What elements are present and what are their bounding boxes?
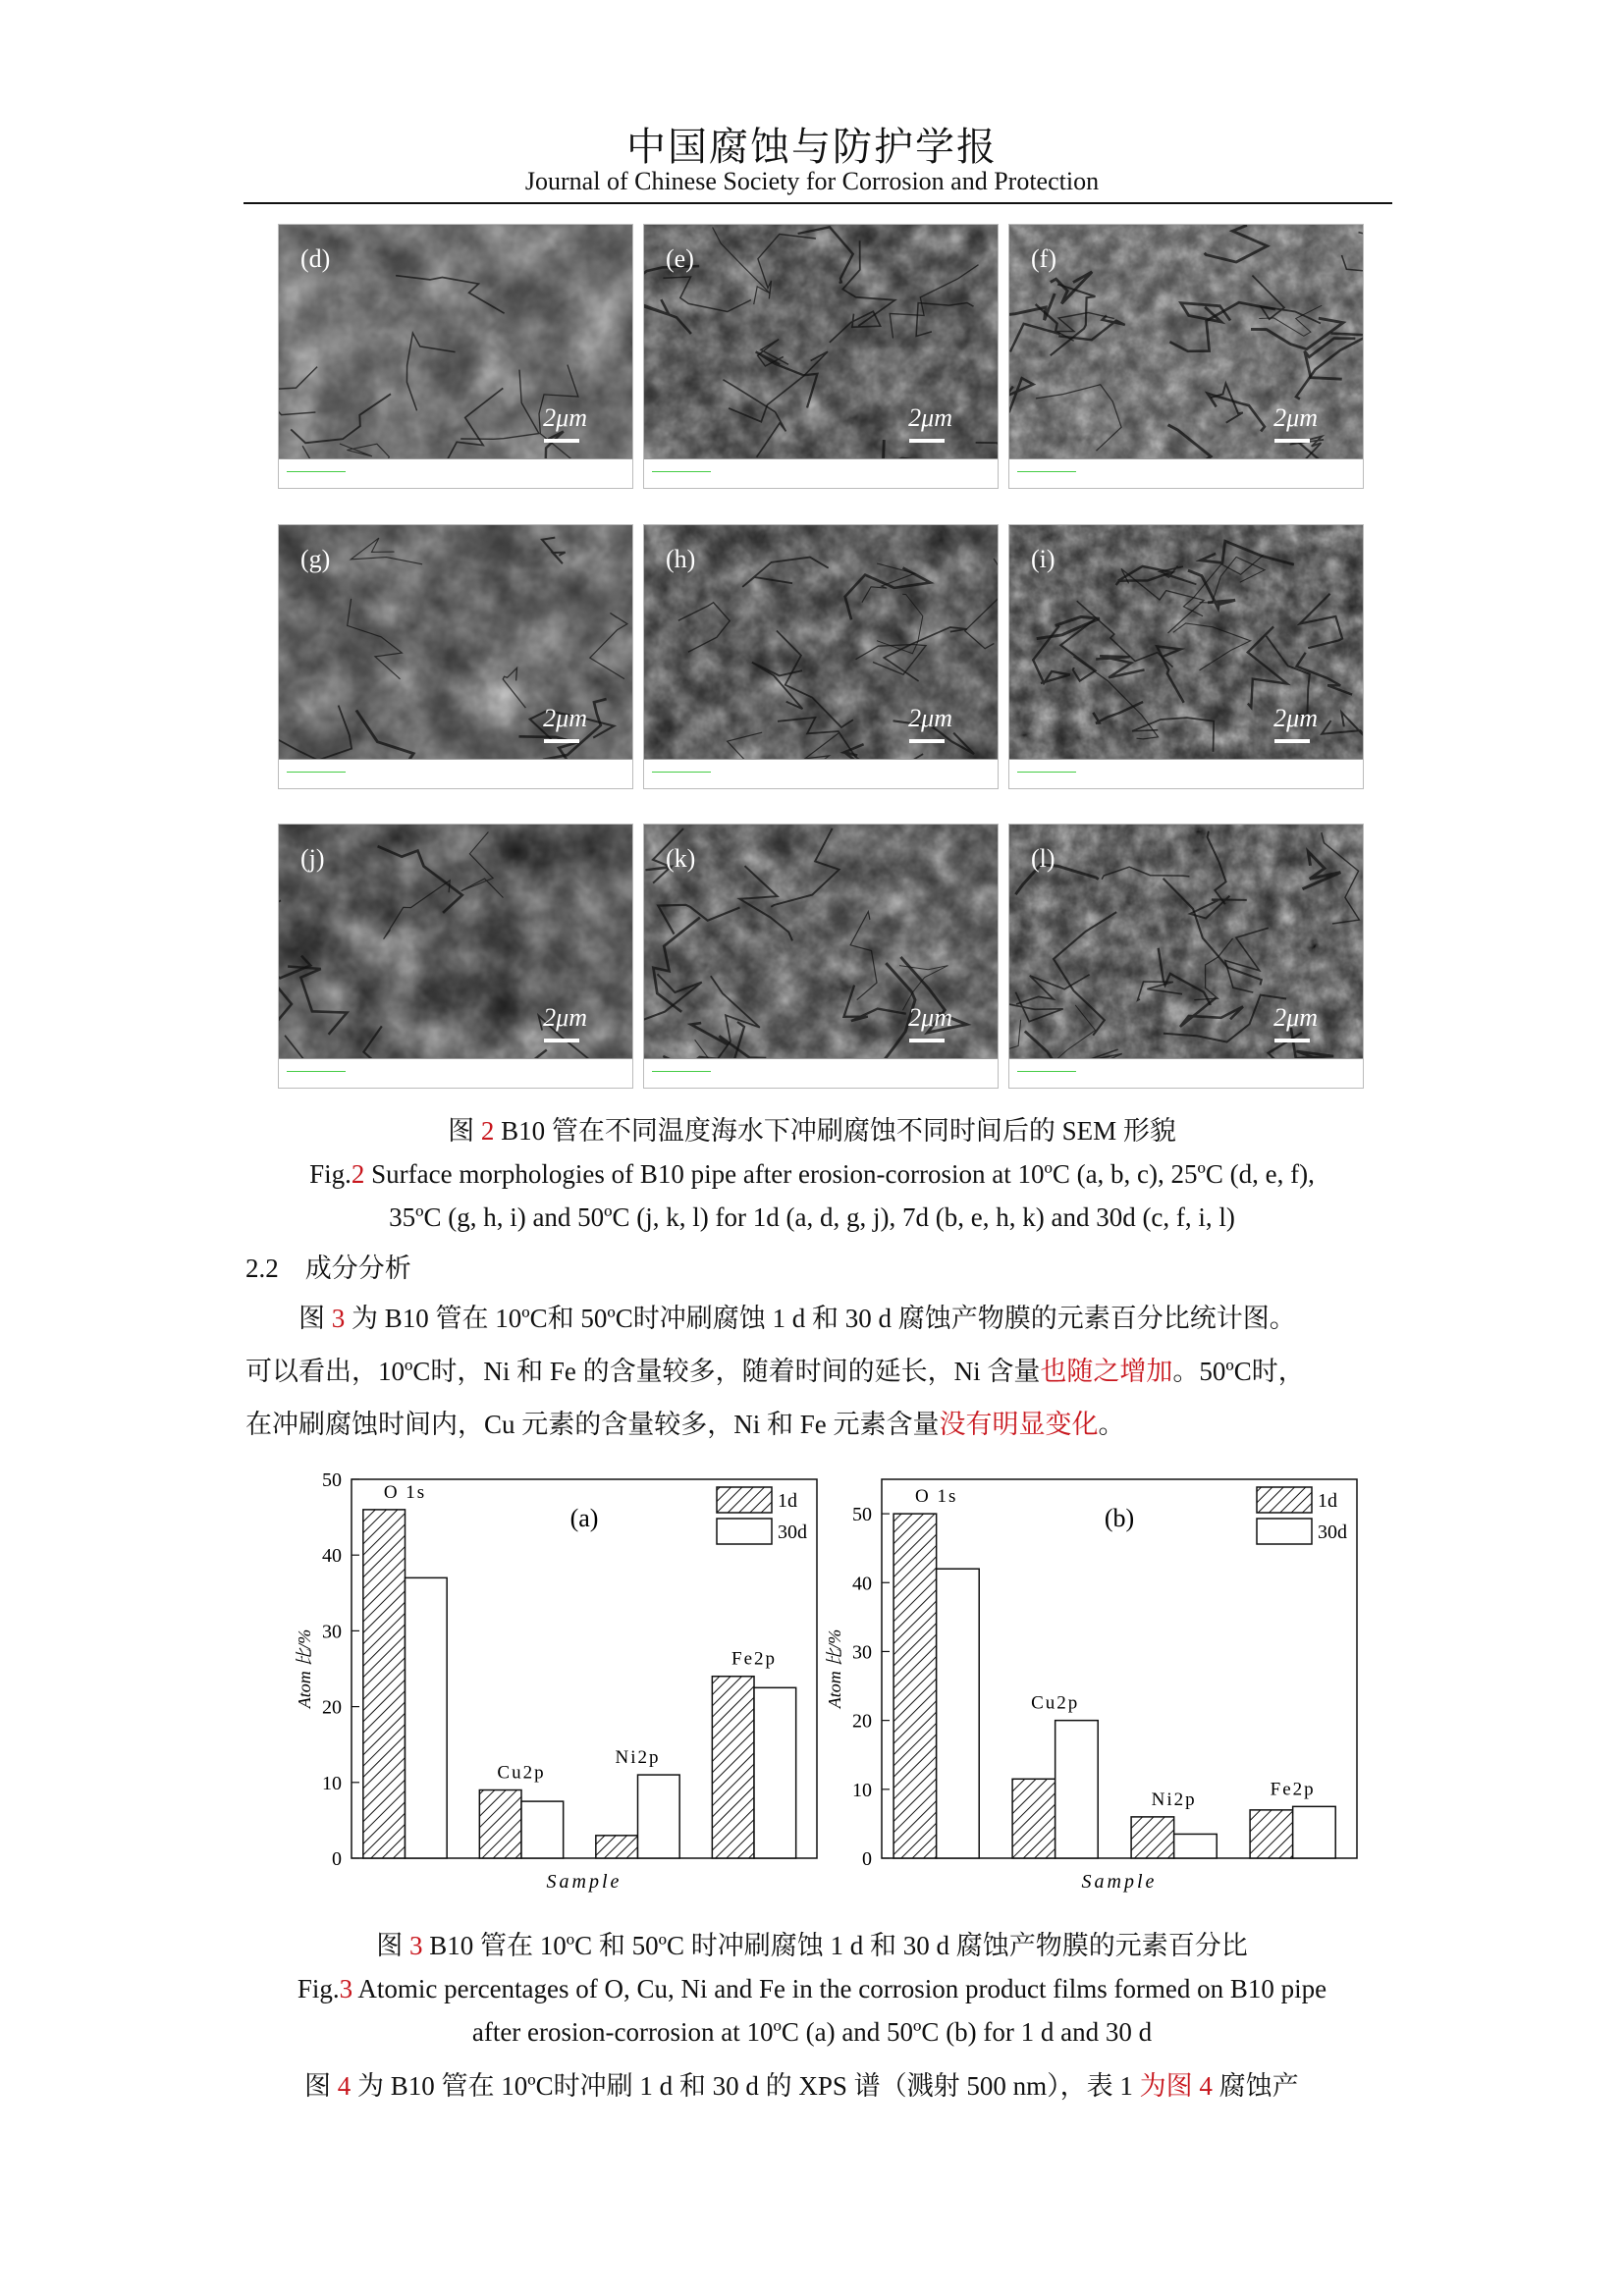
bar-1d-Cu2p — [1012, 1779, 1056, 1858]
section-heading: 2.2 成分分析 — [245, 1254, 411, 1283]
sem-panel — [278, 224, 633, 489]
paragraph-line-2: 可以看出，10ºC时，Ni 和 Fe 的含量较多，随着时间的延长，Ni 含量也随之增加。50ºC时， — [245, 1357, 1305, 1386]
y-tick-label: 10 — [852, 1779, 872, 1801]
scale-bar — [909, 739, 945, 743]
sem-info-bar — [1009, 759, 1363, 789]
journal-title-en: Journal of Chinese Society for Corrosion and Protection — [524, 167, 1100, 195]
category-label: Cu2p — [497, 1762, 546, 1784]
category-label: O 1s — [383, 1481, 427, 1503]
sem-panel — [643, 224, 999, 489]
panel-label: (l) — [1031, 844, 1056, 873]
legend-label: 1d — [1318, 1490, 1337, 1512]
fig2-caption-en-2: 35ºC (g, h, i) and 50ºC (j, k, l) for 1d (a, d, g, j), 7d (b, e, h, k) and 30d (c, f, i, l) — [389, 1202, 1235, 1232]
scale-bar — [544, 1039, 579, 1042]
scale-bar — [909, 439, 945, 443]
y-tick-label: 40 — [852, 1573, 872, 1595]
y-tick-label: 10 — [322, 1772, 342, 1794]
scale-bar — [1274, 439, 1310, 443]
y-tick-label: 30 — [322, 1621, 342, 1643]
scale-bar — [909, 1039, 945, 1042]
paragraph-line-1: 图 3 为 B10 管在 10ºC和 50ºC时冲刷腐蚀 1 d 和 30 d 腐蚀产物膜的元素百分比统计图。 — [298, 1304, 1296, 1333]
sem-info-bar — [279, 1058, 632, 1089]
legend-label: 30d — [778, 1522, 807, 1543]
sem-info-bar — [1009, 1058, 1363, 1089]
panel-label: (d) — [300, 244, 331, 273]
scale-bar — [544, 739, 579, 743]
bar-30d-O1s — [937, 1569, 980, 1858]
y-tick-label: 0 — [332, 1848, 342, 1870]
sem-panel — [1008, 524, 1364, 789]
fig3-caption-cn: 图 3 B10 管在 10ºC 和 50ºC 时冲刷腐蚀 1 d 和 30 d 腐蚀产物膜的元素百分比 — [376, 1931, 1248, 1960]
panel-label: (f) — [1031, 244, 1056, 273]
legend-label: 30d — [1318, 1522, 1347, 1543]
sem-panel — [278, 824, 633, 1089]
sem-info-bar — [644, 1058, 998, 1089]
sem-info-bar — [644, 458, 998, 489]
category-label: Ni2p — [615, 1747, 661, 1769]
paragraph-fig4: 图 4 为 B10 管在 10ºC时冲刷 1 d 和 30 d 的 XPS 谱（溅射 500 nm），表 1 为图 4 腐蚀产 — [304, 2071, 1299, 2101]
bar-30d-Cu2p — [521, 1801, 564, 1858]
legend-swatch-30d — [1257, 1519, 1312, 1544]
bar-1d-Fe2p — [712, 1677, 754, 1858]
panel-label: (j) — [300, 844, 325, 873]
sem-panel — [1008, 824, 1364, 1089]
legend-swatch-1d — [1257, 1487, 1312, 1513]
bar-1d-Fe2p — [1250, 1810, 1293, 1858]
scale-bar-label: 2μm — [908, 1003, 952, 1032]
category-label: Fe2p — [1270, 1779, 1316, 1800]
bar-1d-Cu2p — [479, 1790, 521, 1858]
y-tick-label: 20 — [852, 1710, 872, 1733]
sem-info-bar — [1009, 458, 1363, 489]
scale-bar-label: 2μm — [908, 704, 952, 732]
y-axis-label: Atom 比/% — [295, 1629, 314, 1709]
fig3-caption-en-2: after erosion-corrosion at 10ºC (a) and 50ºC (b) for 1 d and 30 d — [471, 2017, 1153, 2047]
header-rule — [244, 202, 1392, 204]
scale-bar-label: 2μm — [543, 1003, 587, 1032]
scale-bar-label: 2μm — [543, 704, 587, 732]
bar-1d-Ni2p — [1131, 1817, 1174, 1858]
sem-panel — [643, 524, 999, 789]
panel-label: (a) — [569, 1504, 599, 1532]
bar-30d-Ni2p — [1174, 1834, 1218, 1858]
panel-label: (e) — [666, 244, 694, 273]
sem-info-bar — [279, 759, 632, 789]
sem-info-bar — [644, 759, 998, 789]
scale-bar-label: 2μm — [543, 403, 587, 432]
bar-30d-Fe2p — [1293, 1806, 1336, 1858]
panel-label: (g) — [300, 545, 331, 573]
fig2-caption-en-1: Fig.2 Surface morphologies of B10 pipe after erosion-corrosion at 10ºC (a, b, c), 25ºC (d, e, f), — [309, 1159, 1315, 1189]
panel-label: (b) — [1104, 1504, 1135, 1532]
panel-label: (h) — [666, 545, 696, 573]
scale-bar — [544, 439, 579, 443]
bar-1d-Ni2p — [596, 1836, 638, 1858]
fig2-caption-cn: 图 2 B10 管在不同温度海水下冲刷腐蚀不同时间后的 SEM 形貌 — [448, 1116, 1176, 1146]
scale-bar-label: 2μm — [1273, 704, 1318, 732]
x-axis-label: Sample — [546, 1871, 623, 1893]
y-tick-label: 30 — [852, 1641, 872, 1664]
category-label: O 1s — [914, 1486, 958, 1508]
bar-30d-O1s — [406, 1577, 448, 1858]
journal-title-cn: 中国腐蚀与防护学报 — [626, 125, 998, 169]
legend-swatch-1d — [717, 1487, 772, 1513]
y-tick-label: 20 — [322, 1696, 342, 1719]
y-tick-label: 40 — [322, 1545, 342, 1568]
legend-swatch-30d — [717, 1519, 772, 1544]
bar-1d-O1s — [363, 1510, 406, 1858]
fig3-caption-en-1: Fig.3 Atomic percentages of O, Cu, Ni and Fe in the corrosion product films formed on B10 pipe — [297, 1974, 1327, 2003]
scale-bar-label: 2μm — [1273, 1003, 1318, 1032]
sem-info-bar — [279, 458, 632, 489]
y-tick-label: 0 — [862, 1848, 872, 1870]
sem-panel — [1008, 224, 1364, 489]
paragraph-line-3: 在冲刷腐蚀时间内，Cu 元素的含量较多，Ni 和 Fe 元素含量没有明显变化。 — [245, 1410, 1125, 1439]
y-axis-label: Atom 比/% — [825, 1629, 844, 1709]
panel-label: (k) — [666, 844, 696, 873]
scale-bar-label: 2μm — [1273, 403, 1318, 432]
category-label: Cu2p — [1031, 1692, 1080, 1714]
sem-panel — [643, 824, 999, 1089]
scale-bar-label: 2μm — [908, 403, 952, 432]
sem-panel — [278, 524, 633, 789]
y-tick-label: 50 — [852, 1504, 872, 1526]
panel-label: (i) — [1031, 545, 1056, 573]
chart-a — [295, 1468, 835, 1929]
scale-bar — [1274, 739, 1310, 743]
chart-b — [825, 1468, 1375, 1929]
bar-30d-Ni2p — [638, 1775, 680, 1858]
scale-bar — [1274, 1039, 1310, 1042]
x-axis-label: Sample — [1081, 1871, 1158, 1893]
bar-30d-Fe2p — [754, 1687, 796, 1858]
bar-1d-O1s — [893, 1514, 937, 1858]
y-tick-label: 50 — [322, 1469, 342, 1491]
category-label: Fe2p — [731, 1648, 778, 1670]
bar-30d-Cu2p — [1056, 1721, 1099, 1858]
legend-label: 1d — [778, 1490, 797, 1512]
category-label: Ni2p — [1151, 1789, 1197, 1810]
